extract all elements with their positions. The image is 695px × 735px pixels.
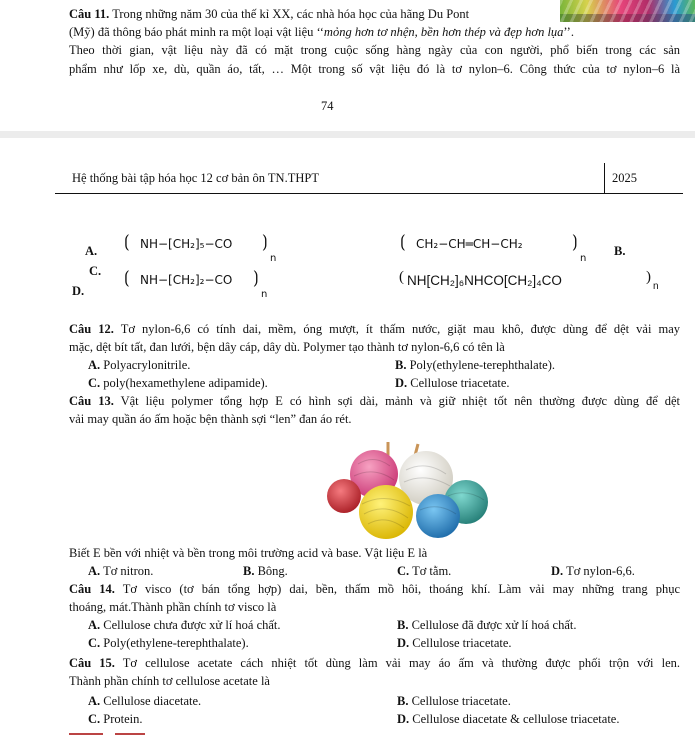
yarn-balls-image bbox=[318, 440, 496, 540]
q12-line-1: Câu 12. Tơ nylon-6,6 có tính dai, mềm, óng mượt, ít thấm nước, giặt mau khô, được dùng để dệt vải may bbox=[69, 322, 680, 336]
repeat-bracket-open: ⟮ bbox=[124, 268, 130, 287]
q13-option-d: D. Tơ nylon-6,6. bbox=[551, 564, 635, 578]
repeat-bracket-open: ( bbox=[399, 269, 404, 285]
q13-line-1: Câu 13. Vật liệu polymer tổng hợp E có hình sợi dài, mảnh và giữ nhiệt tốt nên thường được dùng để dệt bbox=[69, 394, 680, 408]
page-divider bbox=[0, 131, 695, 138]
thread-spools-image bbox=[560, 0, 695, 22]
q11-line-3: Theo thời gian, vật liệu này đã có mặt trong cuộc sống hàng ngày của con người, phổ biến trong các sản bbox=[69, 43, 680, 57]
q15-option-d: D. Cellulose diacetate & cellulose triacetate. bbox=[397, 712, 620, 726]
header-year: 2025 bbox=[612, 171, 637, 185]
q15-line-2: Thành phần chính tơ cellulose acetate là bbox=[69, 674, 270, 688]
repeat-bracket-close: ) bbox=[646, 269, 651, 285]
q11-option-c-label: C. bbox=[89, 264, 102, 278]
q12-option-b: B. Poly(ethylene-terephthalate). bbox=[395, 358, 556, 372]
q13-option-a: A. Tơ nitron. bbox=[88, 564, 154, 578]
q11-line-2: (Mỹ) đã thông báo phát minh ra một loại vật liệu ‘‘mỏng hơn tơ nhện, bền hơn thép và đẹp hơn lụa’’. bbox=[69, 25, 574, 39]
q11-option-a-label: A. bbox=[85, 244, 98, 258]
q15-number: Câu 15. bbox=[69, 656, 115, 670]
q11-number: Câu 11. bbox=[69, 7, 110, 21]
q14-option-b: B. Cellulose đã được xử lí hoá chất. bbox=[397, 618, 577, 632]
q12-line-2: mặc, dệt bít tất, đan lưới, bện dây cáp, dây dù. Polymer tạo thành tơ nylon-6,6 có tên là bbox=[69, 340, 505, 354]
top-cutoff-text bbox=[210, 0, 470, 2]
q14-line-1: Câu 14. Tơ visco (tơ bán tổng hợp) dai, bền, thấm mồ hôi, thoáng khí. Làm vải may những trang phục bbox=[69, 582, 681, 596]
q11-option-b-label: B. bbox=[614, 244, 626, 258]
q13-option-b: B. Bông. bbox=[243, 564, 288, 578]
header-rule bbox=[55, 193, 683, 194]
q15-option-b: B. Cellulose triacetate. bbox=[397, 694, 511, 708]
q14-number: Câu 14. bbox=[69, 582, 115, 596]
header-separator bbox=[604, 163, 605, 193]
repeat-bracket-open: ⟮ bbox=[400, 232, 406, 251]
q15-option-c: C. Protein. bbox=[88, 712, 143, 726]
q14-option-d: D. Cellulose triacetate. bbox=[397, 636, 512, 650]
q11-option-d-label: D. bbox=[72, 284, 85, 298]
q12-option-d: D. Cellulose triacetate. bbox=[395, 376, 510, 390]
q13-option-c: C. Tơ tằm. bbox=[397, 564, 452, 578]
repeat-bracket-close: ⟯ bbox=[253, 268, 259, 287]
q12-option-c: C. poly(hexamethylene adipamide). bbox=[88, 376, 268, 390]
repeat-bracket-open: ⟮ bbox=[124, 232, 130, 251]
header-title: Hệ thống bài tập hóa học 12 cơ bản ôn TN.THPT bbox=[72, 171, 319, 185]
q14-option-a: A. Cellulose chưa được xử lí hoá chất. bbox=[88, 618, 281, 632]
bottom-cutoff-text bbox=[69, 731, 149, 735]
q11-line-4: phẩm như lốp xe, dù, quần áo, tất, … Một trong số vật liệu đó là tơ nylon–6. Công thức của tơ nylon–6 là bbox=[69, 62, 680, 76]
q14-option-c: C. Poly(ethylene-terephthalate). bbox=[88, 636, 249, 650]
q13-line-3: Biết E bền với nhiệt và bền trong môi trường acid và base. Vật liệu E là bbox=[69, 546, 428, 560]
q11-quote: mỏng hơn tơ nhện, bền hơn thép và đẹp hơn lụa bbox=[323, 25, 564, 39]
yarn-ball-red bbox=[327, 479, 361, 513]
q12-option-a: A. Polyacrylonitrile. bbox=[88, 358, 191, 372]
page-number: 74 bbox=[321, 99, 334, 113]
q13-line-2: vải may quần áo ấm hoặc bện thành sợi “len” đan áo rét. bbox=[69, 412, 352, 426]
repeat-bracket-close: ⟯ bbox=[262, 232, 268, 251]
q15-option-a: A. Cellulose diacetate. bbox=[88, 694, 202, 708]
q15-line-1: Câu 15. Tơ cellulose acetate cách nhiệt tốt dùng làm vải may áo ấm và thường được phối trộn với len. bbox=[69, 656, 680, 670]
q12-number: Câu 12. bbox=[69, 322, 114, 336]
q14-line-2: thoáng, mát.Thành phần chính tơ visco là bbox=[69, 600, 277, 614]
q13-number: Câu 13. bbox=[69, 394, 114, 408]
repeat-bracket-close: ⟯ bbox=[572, 232, 578, 251]
yarn-ball-blue bbox=[416, 494, 460, 538]
q11-line-1: Câu 11. Trong những năm 30 của thế kỉ XX, các nhà hóa học của hãng Du Pont bbox=[69, 7, 470, 21]
